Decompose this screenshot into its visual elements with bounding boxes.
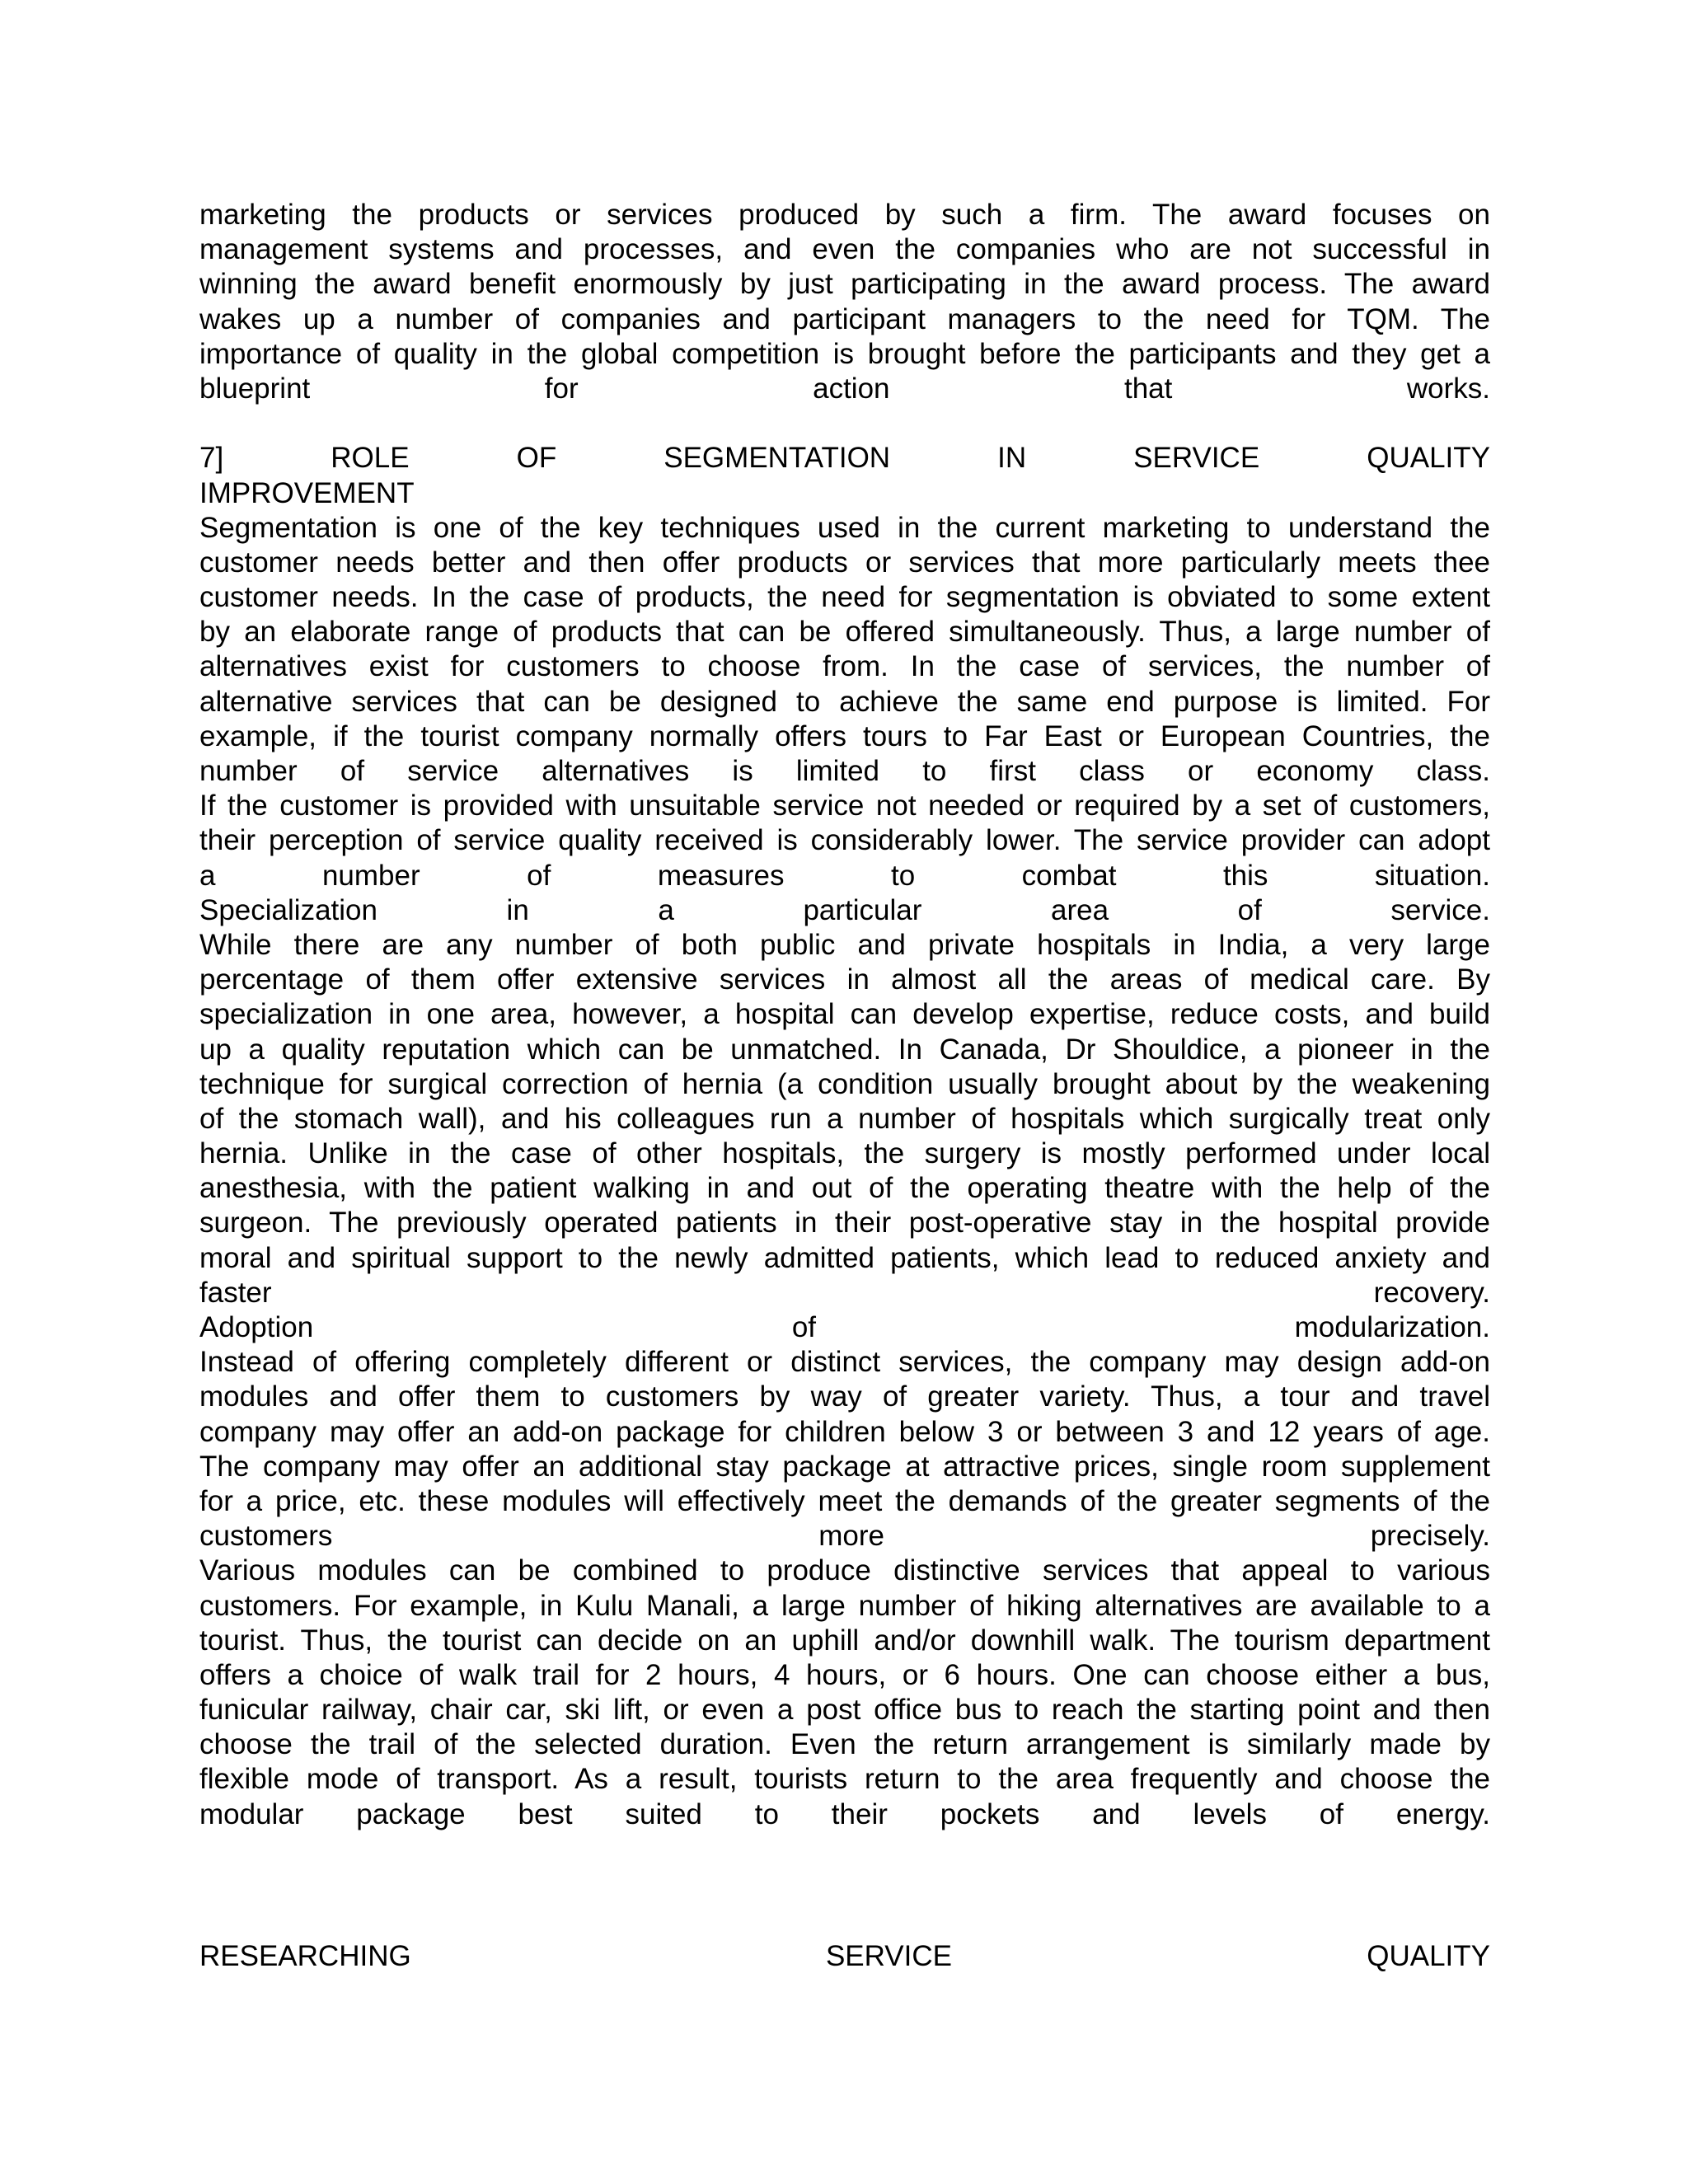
text-line: offers a choice of walk trail for 2 hours, 4 hours, or 6 hours. One can choose either a bus, xyxy=(199,1658,1490,1691)
text-line: If the customer is provided with unsuitable service not needed or required by a set of customers, xyxy=(199,790,1490,823)
text-line: funicular railway, chair car, ski lift, or even a post office bus to reach the starting point and then xyxy=(199,1694,1490,1727)
text-line: moral and spiritual support to the newly admitted patients, which lead to reduced anxiety and xyxy=(199,1241,1490,1274)
text-line: The company may offer an additional stay package at attractive prices, single room supplement xyxy=(199,1450,1490,1483)
subheading-line: Specialization in a particular area of service. xyxy=(199,893,1490,926)
text-line: hernia. Unlike in the case of other hospitals, the surgery is mostly performed under local xyxy=(199,1137,1490,1170)
text-line: Segmentation is one of the key techniques used in the current marketing to understand the xyxy=(199,511,1490,544)
text-line: by an elaborate range of products that can be offered simultaneously. Thus, a large number of xyxy=(199,616,1490,649)
text-line: company may offer an add-on package for children below 3 or between 3 and 12 years of age. xyxy=(199,1415,1490,1448)
text-line: customers more precisely. xyxy=(199,1520,1490,1553)
text-line: a number of measures to combat this situation. xyxy=(199,859,1490,892)
text-line: surgeon. The previously operated patients in their post-operative stay in the hospital provide xyxy=(199,1207,1490,1240)
intro-paragraph xyxy=(199,198,1490,406)
text-line: of the stomach wall), and his colleagues run a number of hospitals which surgically treat only xyxy=(199,1102,1490,1135)
heading-line: 7] ROLE OF SEGMENTATION IN SERVICE QUALITY xyxy=(199,442,1490,475)
text-line: management systems and processes, and even the companies who are not successful in xyxy=(199,233,1490,266)
text-line: While there are any number of both public and private hospitals in India, a very large xyxy=(199,928,1490,961)
text-line: tourist. Thus, the tourist can decide on an uphill and/or downhill walk. The tourism department xyxy=(199,1624,1490,1657)
text-line: customer needs. In the case of products, the need for segmentation is obviated to some extent xyxy=(199,581,1490,614)
paragraph-gap xyxy=(199,406,1490,441)
text-line: number of service alternatives is limited to first class or economy class. xyxy=(199,755,1490,787)
text-line: marketing the products or services produced by such a firm. The award focuses on xyxy=(199,199,1490,231)
text-line: flexible mode of transport. As a result, tourists return to the area frequently and choose the xyxy=(199,1763,1490,1796)
text-line: faster recovery. xyxy=(199,1276,1490,1309)
text-line: specialization in one area, however, a hospital can develop expertise, reduce costs, and build xyxy=(199,998,1490,1031)
text-line: up a quality reputation which can be unmatched. In Canada, Dr Shouldice, a pioneer in the xyxy=(199,1033,1490,1066)
text-line: Instead of offering completely different or distinct services, the company may design add-on xyxy=(199,1346,1490,1379)
text-line: customer needs better and then offer products or services that more particularly meets thee xyxy=(199,546,1490,579)
heading-line: IMPROVEMENT xyxy=(199,476,415,509)
text-line: technique for surgical correction of hernia (a condition usually brought about by the weakening xyxy=(199,1067,1490,1100)
text-line: modules and offer them to customers by way of greater variety. Thus, a tour and travel xyxy=(199,1380,1490,1413)
text-line: modular package best suited to their pockets and levels of energy. xyxy=(199,1797,1490,1830)
text-line: choose the trail of the selected duration. Even the return arrangement is similarly made by xyxy=(199,1728,1490,1761)
text-line: example, if the tourist company normally offers tours to Far East or European Countries, the xyxy=(199,719,1490,752)
text-line: alternatives exist for customers to choose from. In the case of services, the number of xyxy=(199,650,1490,683)
text-line: customers. For example, in Kulu Manali, a large number of hiking alternatives are available to a xyxy=(199,1589,1490,1622)
text-line: winning the award benefit enormously by just participating in the award process. The award xyxy=(199,268,1490,301)
text-line: importance of quality in the global competition is brought before the participants and they get a xyxy=(199,337,1490,370)
section-heading xyxy=(199,441,1490,510)
text-line: wakes up a number of companies and participant managers to the need for TQM. The xyxy=(199,302,1490,335)
text-line: Various modules can be combined to produce distinctive services that appeal to various xyxy=(199,1554,1490,1587)
body-text xyxy=(199,511,1490,1832)
text-line: blueprint for action that works. xyxy=(199,372,1490,405)
text-line: for a price, etc. these modules will effectively meet the demands of the greater segments of the xyxy=(199,1484,1490,1517)
text-line: anesthesia, with the patient walking in and out of the operating theatre with the help of the xyxy=(199,1172,1490,1205)
subheading-line: Adoption of modularization. xyxy=(199,1311,1490,1343)
text-line: alternative services that can be designed to achieve the same end purpose is limited. For xyxy=(199,685,1490,718)
text-line: their perception of service quality received is considerably lower. The service provider can adopt xyxy=(199,824,1490,857)
text-line: percentage of them offer extensive services in almost all the areas of medical care. By xyxy=(199,963,1490,996)
next-section-heading: RESEARCHING SERVICE QUALITY xyxy=(199,1940,1490,1972)
document-page xyxy=(199,198,1490,1832)
